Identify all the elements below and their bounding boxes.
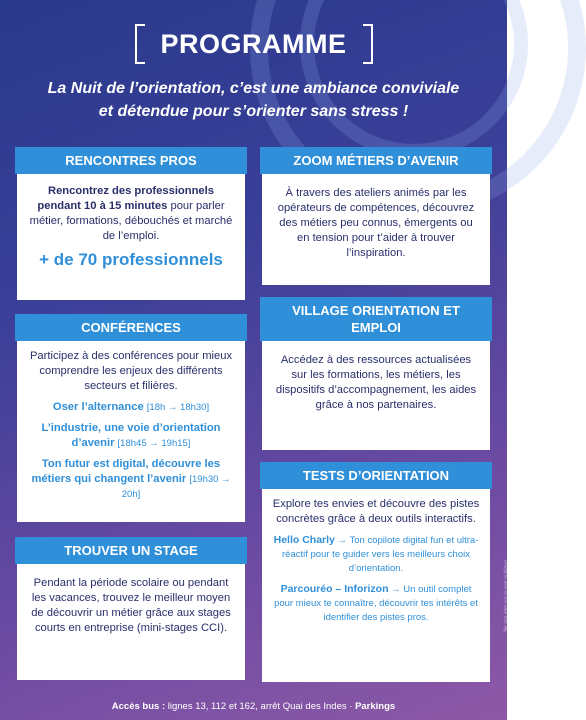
footer-separator: · bbox=[349, 701, 353, 712]
card-village-orientation bbox=[262, 305, 490, 450]
card-title: TROUVER UN STAGE bbox=[15, 537, 247, 564]
card-title: TESTS D’ORIENTATION bbox=[260, 462, 492, 489]
card-zoom-metiers bbox=[262, 155, 490, 285]
card-text: À travers des ateliers animés par les opérateurs de compétences, découvrez des métiers peu connus, émergents ou en tension pour t’aider à trouver l’inspiration. bbox=[277, 187, 475, 259]
card-title: VILLAGE ORIENTATION ET EMPLOI bbox=[260, 297, 492, 341]
card-tests-orientation bbox=[262, 470, 490, 682]
card-text-bold: Rencontrez des professionnels pendant 10 à 15 minutes bbox=[37, 185, 214, 212]
highlight-count: + de 70 professionnels bbox=[39, 250, 223, 269]
conference-title: L’industrie, une voie d’orientation d’avenir bbox=[41, 422, 221, 449]
tool-desc: → Un outil complet pour mieux te connaître, découvrir tes intérêts et identifier des pistes pros. bbox=[274, 584, 478, 623]
footer-text: lignes 13, 112 et 162, arrêt Quai des Indes bbox=[167, 701, 347, 712]
conference-time: [19h30 → 20h] bbox=[121, 474, 231, 500]
card-text: pour parler métier, formations, débouchés et marché de l’emploi. bbox=[29, 200, 233, 242]
conference-title: Oser l’alternance bbox=[52, 401, 144, 413]
card-title: RENCONTRES PROS bbox=[15, 147, 247, 174]
card-rencontres-pros bbox=[17, 155, 245, 300]
footer-parkings: Parkings bbox=[355, 701, 396, 712]
footer bbox=[0, 701, 507, 712]
footer-label: Accès bus : bbox=[111, 701, 166, 712]
page-subtitle: La Nuit de l’orientation, c’est une ambiance conviviale et détendue pour s’orienter sans stress ! bbox=[47, 80, 460, 120]
side-note: Ne pas jeter sur la voie publique bbox=[503, 560, 509, 632]
card-text: Participez à des conférences pour mieux comprendre les enjeux des différents secteurs et filières. bbox=[29, 350, 233, 392]
card-conferences bbox=[17, 322, 245, 522]
conference-time: [18h → 18h30] bbox=[146, 402, 210, 413]
card-trouver-stage bbox=[17, 545, 245, 680]
tool-desc: → Ton copilote digital fun et ultra-réactif pour te guider vers les meilleurs choix d’orientation. bbox=[282, 535, 479, 574]
card-title: ZOOM MÉTIERS D’AVENIR bbox=[260, 147, 492, 174]
card-text: Explore tes envies et découvre des pistes concrètes grâce à deux outils interactifs. bbox=[272, 498, 480, 525]
card-text: Pendant la période scolaire ou pendant les vacances, trouvez le meilleur moyen de découvrir un métier grâce aux stages courts en entreprise (mini-stages CCI). bbox=[31, 577, 231, 634]
page-title: PROGRAMME bbox=[135, 24, 373, 64]
card-title: CONFÉRENCES bbox=[15, 314, 247, 341]
bracket-right bbox=[363, 24, 373, 64]
card-text: Accédez à des ressources actualisées sur les formations, les métiers, les dispositifs d’accompagnement, les aides grâce à nos partenaires. bbox=[275, 354, 477, 411]
tool-name: Hello Charly bbox=[273, 534, 335, 546]
conference-time: [18h45 → 19h15] bbox=[117, 438, 191, 449]
tool-name: Parcouréo – Inforizon bbox=[280, 583, 389, 595]
bracket-left bbox=[135, 24, 145, 64]
conference-title: Ton futur est digital, découvre les métiers qui changent l’avenir bbox=[31, 458, 221, 485]
